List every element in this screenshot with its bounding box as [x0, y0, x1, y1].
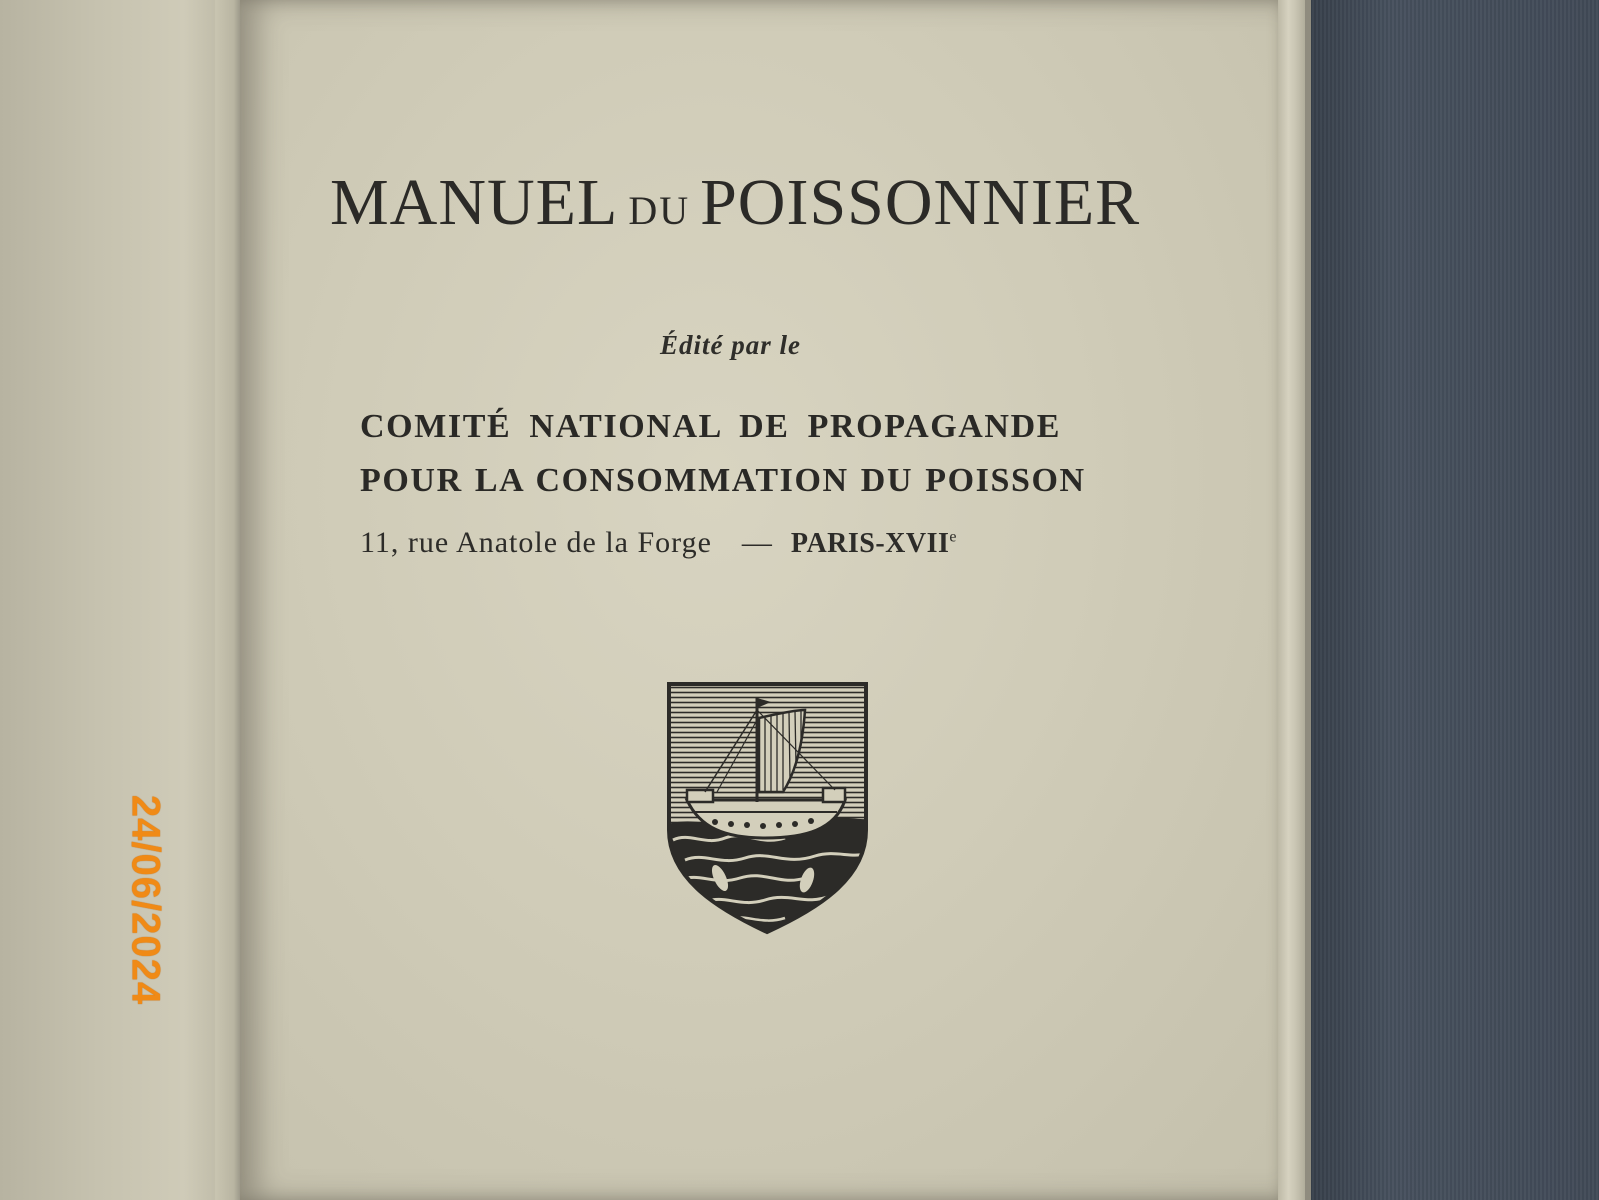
publisher-line-1: COMITÉ NATIONAL DE PROPAGANDE [360, 408, 1062, 445]
title-connector: DU [628, 188, 691, 233]
publisher-line-2: POUR LA CONSOMMATION DU POISSON [360, 462, 1086, 499]
title-word-manuel: MANUEL [330, 166, 619, 239]
page-stack-edge [1278, 0, 1308, 1200]
address-street: 11, rue Anatole de la Forge [360, 526, 712, 559]
address-city [791, 528, 957, 559]
publisher-address [360, 526, 1150, 560]
address-separator: — [741, 526, 773, 559]
coat-of-arms-ship-icon [665, 680, 870, 935]
cover-edge [1305, 0, 1311, 1200]
date-stamp-text: 24/06/2024 [123, 794, 168, 1006]
title-word-poissonnier: POISSONNIER [700, 166, 1141, 239]
book-title [330, 168, 1165, 238]
edited-by-line: Édité par le [660, 330, 801, 360]
book-binding-cloth [1300, 0, 1599, 1200]
address-city-suffix: e [949, 528, 958, 546]
left-facing-page [0, 0, 245, 1200]
address-city-name: PARIS-XVII [790, 528, 950, 559]
date-stamp [120, 780, 170, 1020]
